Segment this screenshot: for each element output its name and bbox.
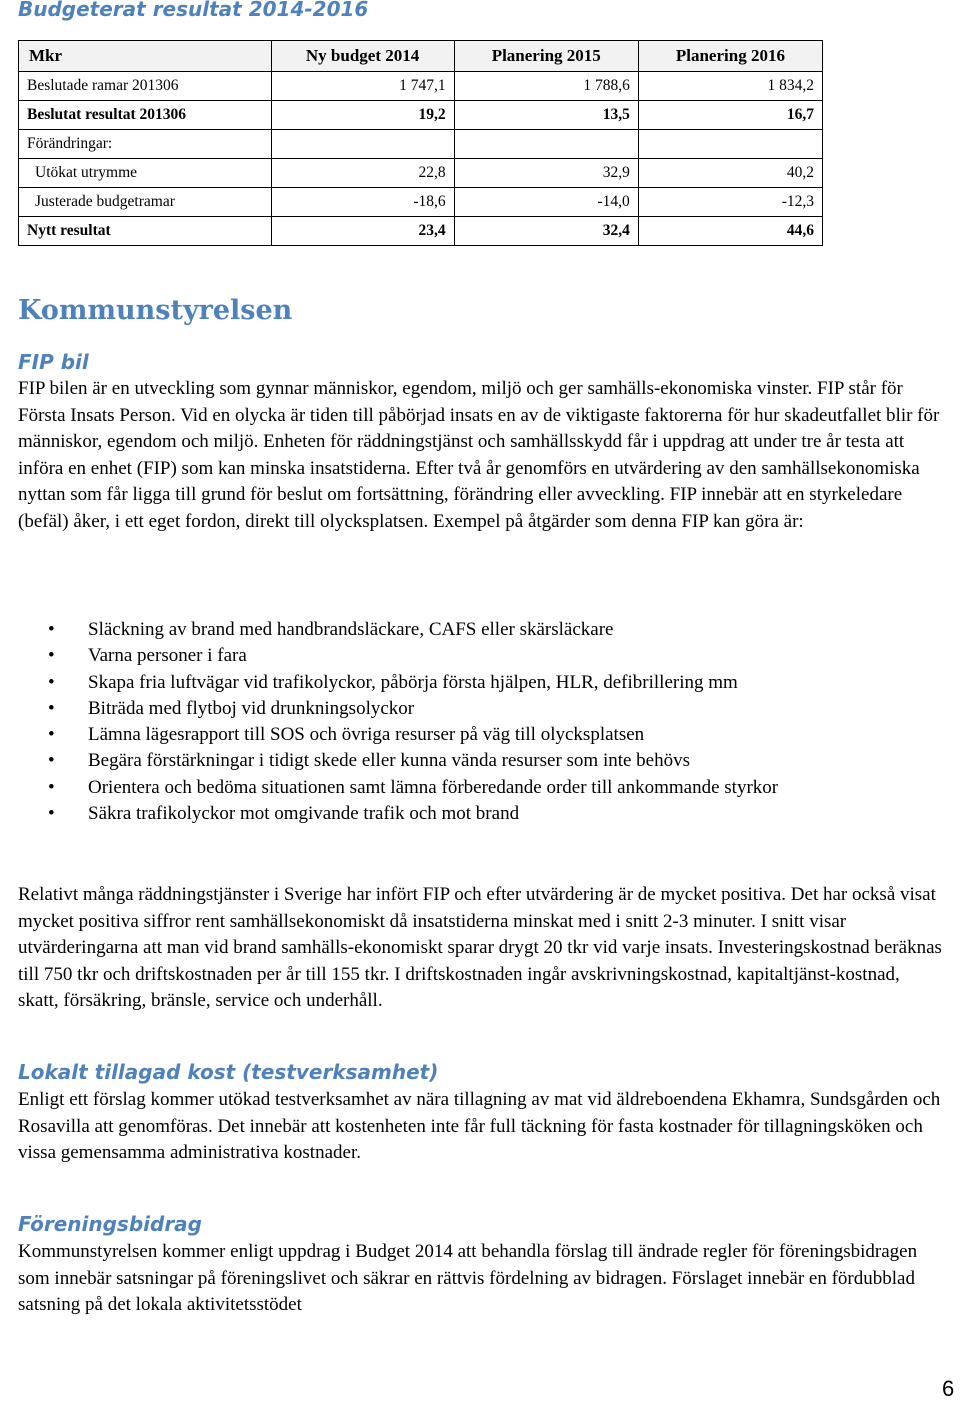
table-cell [271, 130, 454, 159]
table-cell: 32,9 [454, 159, 638, 188]
table-row [19, 188, 823, 217]
column-header: Planering 2015 [454, 41, 638, 72]
table-cell: 16,7 [638, 101, 822, 130]
budget-heading: Budgeterat resultat 2014-2016 [18, 0, 369, 21]
fip-result-paragraph: Relativt många räddningstjänster i Sverige har infört FIP och efter utvärdering är de mycket positiva. Det har också visat mycket positiva siffror rent samhällsekonomiskt då insatstiderna minskat med i snitt 2-3 minuter. I snitt visar utvärderingarna att man vid brand samhälls-ekonomiskt sparar drygt 20 tkr vid varje insats. Investeringskostnad beräknas till 750 tkr och driftskostnaden per år till 155 tkr. I driftskostnaden ingår avskrivningskostnad, kapitaltjänst-kostnad, skatt, försäkring, bränsle, service och underhåll. [18, 884, 942, 1011]
row-label: Beslutat resultat 201306 [19, 101, 272, 130]
table-row [19, 101, 823, 130]
table-cell: 44,6 [638, 217, 822, 246]
list-item: • Varna personer i fara [48, 643, 928, 669]
fip-paragraph: FIP bilen är en utveckling som gynnar människor, egendom, miljö och ger samhälls-ekonomiska vinster. FIP står för Första Insats Person. Vid en olycka är tiden till påbörjad insats en av de viktigaste faktorerna för hur skadeutfallet blir för människor, egendom och miljö. Enheten för räddningstjänst och samhällsskydd får i uppdrag att under tre år testa att införa en enhet (FIP) som kan minska insatstiderna. Efter två år genomförs en utvärdering av den samhällsekonomiska nyttan som får ligga till grund för beslut om fortsättning, förändring eller avveckling. FIP innebär att en styrkeledare (befäl) åker, i ett eget fordon, direkt till olycksplatsen. Exempel på åtgärder som denna FIP kan göra är: [18, 378, 940, 532]
list-item: • Lämna lägesrapport till SOS och övriga resurser på väg till olycksplatsen [48, 722, 928, 748]
subheading-lokalt-tillagad-kost: Lokalt tillagad kost (testverksamhet) [18, 1060, 439, 1084]
row-label: Förändringar: [19, 130, 272, 159]
table-row [19, 130, 823, 159]
list-item: • Begära förstärkningar i tidigt skede eller kunna vända resurser som inte behövs [48, 748, 928, 774]
row-label: Justerade budgetramar [19, 188, 272, 217]
kost-paragraph: Enligt ett förslag kommer utökad testverksamhet av nära tillagning av mat vid äldreboendena Ekhamra, Sundsgården och Rosavilla att genomföras. Det innebär att kostenheten inte får full täckning för fasta kostnader för tillagningsköken och vissa gemensamma administrativa kostnader. [18, 1089, 941, 1163]
row-label: Beslutade ramar 201306 [19, 72, 272, 101]
column-header: Ny budget 2014 [271, 41, 454, 72]
column-header: Planering 2016 [638, 41, 822, 72]
forening-paragraph: Kommunstyrelsen kommer enligt uppdrag i Budget 2014 att behandla förslag till ändrade regler för föreningsbidragen som innebär satsningar på föreningslivet och säkrar en rättvis fördelning av bidragen. Förslaget innebär en fördubblad satsning på det lokala aktivitetsstödet [18, 1241, 918, 1315]
row-label: Nytt resultat [19, 217, 272, 246]
table-cell [454, 130, 638, 159]
section-heading-kommunstyrelsen: Kommunstyrelsen [18, 295, 293, 326]
list-item: • Skapa fria luftvägar vid trafikolyckor, påbörja första hjälpen, HLR, defibrillering mm [48, 670, 928, 696]
table-cell: 40,2 [638, 159, 822, 188]
table-cell: -12,3 [638, 188, 822, 217]
list-item: • Säkra trafikolyckor mot omgivande trafik och mot brand [48, 801, 928, 827]
table-cell: 19,2 [271, 101, 454, 130]
table-row [19, 159, 823, 188]
list-item: • Orientera och bedöma situationen samt lämna förberedande order till ankommande styrkor [48, 775, 928, 801]
table-header-row [19, 41, 823, 72]
table-cell: 13,5 [454, 101, 638, 130]
table-cell: 22,8 [271, 159, 454, 188]
measures-list [48, 617, 928, 827]
column-header: Mkr [19, 41, 272, 72]
subheading-fip-bil: FIP bil [18, 350, 89, 374]
table-row [19, 72, 823, 101]
table-row [19, 217, 823, 246]
table-cell: 1 834,2 [638, 72, 822, 101]
table-cell: -14,0 [454, 188, 638, 217]
table-cell: 1 747,1 [271, 72, 454, 101]
table-cell [638, 130, 822, 159]
table-cell: 1 788,6 [454, 72, 638, 101]
row-label: Utökat utrymme [19, 159, 272, 188]
list-item: • Släckning av brand med handbrandsläckare, CAFS eller skärsläckare [48, 617, 928, 643]
table-cell: 32,4 [454, 217, 638, 246]
table-cell: -18,6 [271, 188, 454, 217]
list-item: • Biträda med flytboj vid drunkningsolyckor [48, 696, 928, 722]
budget-table [18, 40, 823, 246]
subheading-foreningsbidrag: Föreningsbidrag [18, 1212, 202, 1236]
table-cell: 23,4 [271, 217, 454, 246]
page-number: 6 [942, 1376, 955, 1401]
